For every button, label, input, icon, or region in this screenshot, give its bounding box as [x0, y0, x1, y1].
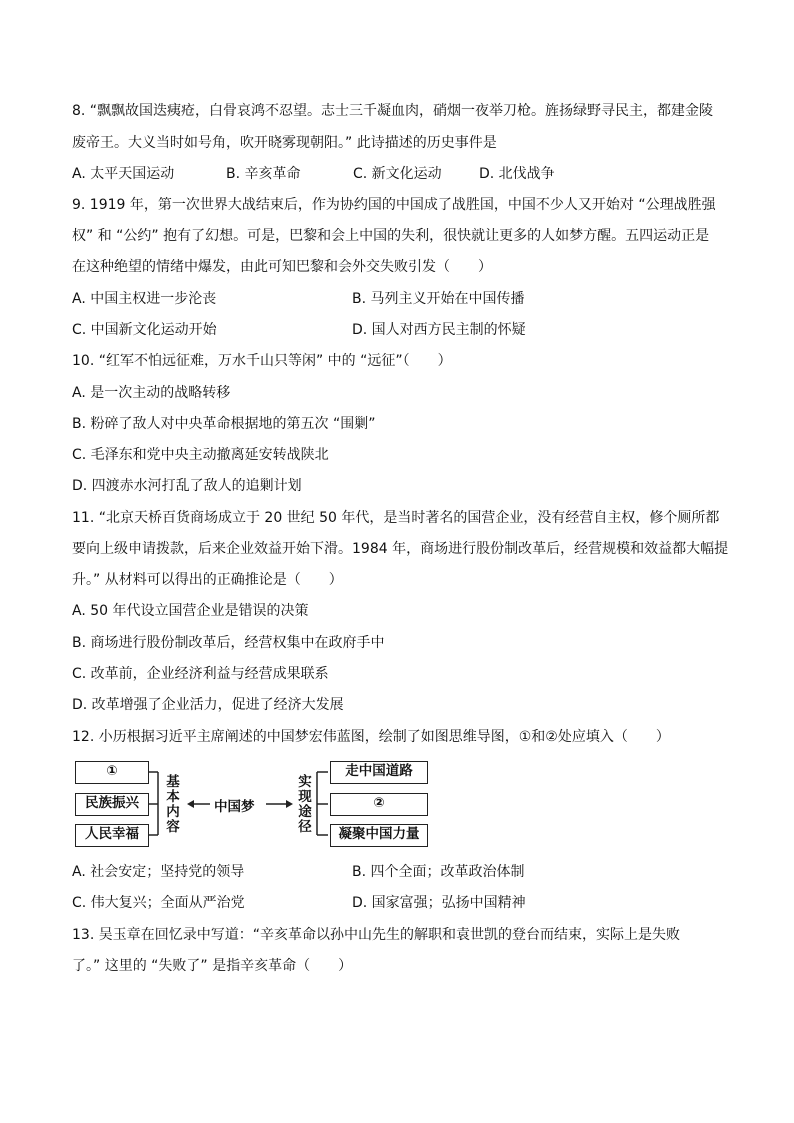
question-9-stem-line-3: 在这种绝望的情绪中爆发，由此可知巴黎和会外交失败引发（ ）	[72, 259, 492, 275]
left-box-2: 民族振兴	[75, 793, 149, 816]
question-9-option-b: B. 马列主义开始在中国传播	[352, 291, 525, 307]
question-13-stem-line-1: 13. 吴玉章在回忆录中写道：“辛亥革命以孙中山先生的解职和袁世凯的登台而结束，实际上是失败	[72, 927, 680, 943]
question-9-stem-line-2: 权” 和 “公约” 抱有了幻想。可是，巴黎和会上中国的失利，很快就让更多的人如梦方醒。五四运动正是	[72, 228, 710, 244]
question-11-stem-line-3: 升。” 从材料可以得出的正确推论是（ ）	[72, 572, 343, 588]
question-10-option-a: A. 是一次主动的战略转移	[72, 385, 231, 401]
right-box-1: 走中国道路	[330, 761, 428, 784]
question-8-stem-line-1: 8. “飘飘故国迭痍疮，白骨哀鸿不忍望。志士三千凝血肉，硝烟一夜举刀枪。旌扬绿野寻民主，都建金陵	[72, 103, 714, 119]
question-10-stem: 10. “红军不怕远征难，万水千山只等闲” 中的 “远征”（ ）	[72, 353, 452, 369]
question-11-option-d: D. 改革增强了企业活力，促进了经济大发展	[72, 697, 344, 713]
question-10-option-b: B. 粉碎了敌人对中央革命根据地的第五次 “围剿”	[72, 416, 376, 432]
question-9-option-c: C. 中国新文化运动开始	[72, 322, 217, 338]
mind-map-diagram	[72, 758, 442, 850]
question-8-option-b: B. 辛亥革命	[226, 166, 301, 182]
question-8-option-c: C. 新文化运动	[353, 166, 442, 182]
question-11-stem-line-1: 11. “北京天桥百货商场成立于 20 世纪 50 年代，是当时著名的国营企业，没有经营自主权，修个厕所都	[72, 510, 720, 526]
left-box-3: 人民幸福	[75, 824, 149, 847]
question-12-option-c: C. 伟大复兴；全面从严治党	[72, 895, 245, 911]
center-node: 中国梦	[214, 799, 255, 815]
question-11-option-c: C. 改革前，企业经济利益与经营成果联系	[72, 666, 329, 682]
question-13-stem-line-2: 了。” 这里的 “失败了” 是指辛亥革命（ ）	[72, 958, 353, 974]
question-9-option-d: D. 国人对西方民主制的怀疑	[352, 322, 526, 338]
question-12-stem: 12. 小历根据习近平主席阐述的中国梦宏伟蓝图，绘制了如图思维导图，①和②处应填入（ ）	[72, 729, 670, 745]
question-8-stem-line-2: 废帝王。大义当时如号角，吹开晓雾现朝阳。” 此诗描述的历史事件是	[72, 135, 497, 151]
right-box-3: 凝聚中国力量	[330, 824, 428, 847]
question-11-option-a: A. 50 年代设立国营企业是错误的决策	[72, 603, 309, 619]
question-10-option-c: C. 毛泽东和党中央主动撤离延安转战陕北	[72, 447, 329, 463]
left-box-1: ①	[75, 761, 149, 784]
question-8-option-d: D. 北伐战争	[479, 166, 555, 182]
question-11-option-b: B. 商场进行股份制改革后，经营权集中在政府手中	[72, 635, 385, 651]
question-9-stem-line-1: 9. 1919 年，第一次世界大战结束后，作为协约国的中国成了战胜国，中国不少人又开始对 “公理战胜强	[72, 197, 716, 213]
question-10-option-d: D. 四渡赤水河打乱了敌人的追剿计划	[72, 478, 302, 494]
question-8-option-a: A. 太平天国运动	[72, 166, 175, 182]
question-12-option-d: D. 国家富强；弘扬中国精神	[352, 895, 526, 911]
left-group-label: 基本内容	[166, 774, 180, 835]
question-11-stem-line-2: 要向上级申请拨款，后来企业效益开始下滑。1984 年，商场进行股份制改革后，经营规模和效益都大幅提	[72, 541, 729, 557]
question-9-option-a: A. 中国主权进一步沦丧	[72, 291, 217, 307]
question-12-option-b: B. 四个全面；改革政治体制	[352, 864, 525, 880]
right-group-label: 实现途径	[298, 774, 312, 835]
right-box-2: ②	[330, 793, 428, 816]
question-12-option-a: A. 社会安定；坚持党的领导	[72, 864, 245, 880]
